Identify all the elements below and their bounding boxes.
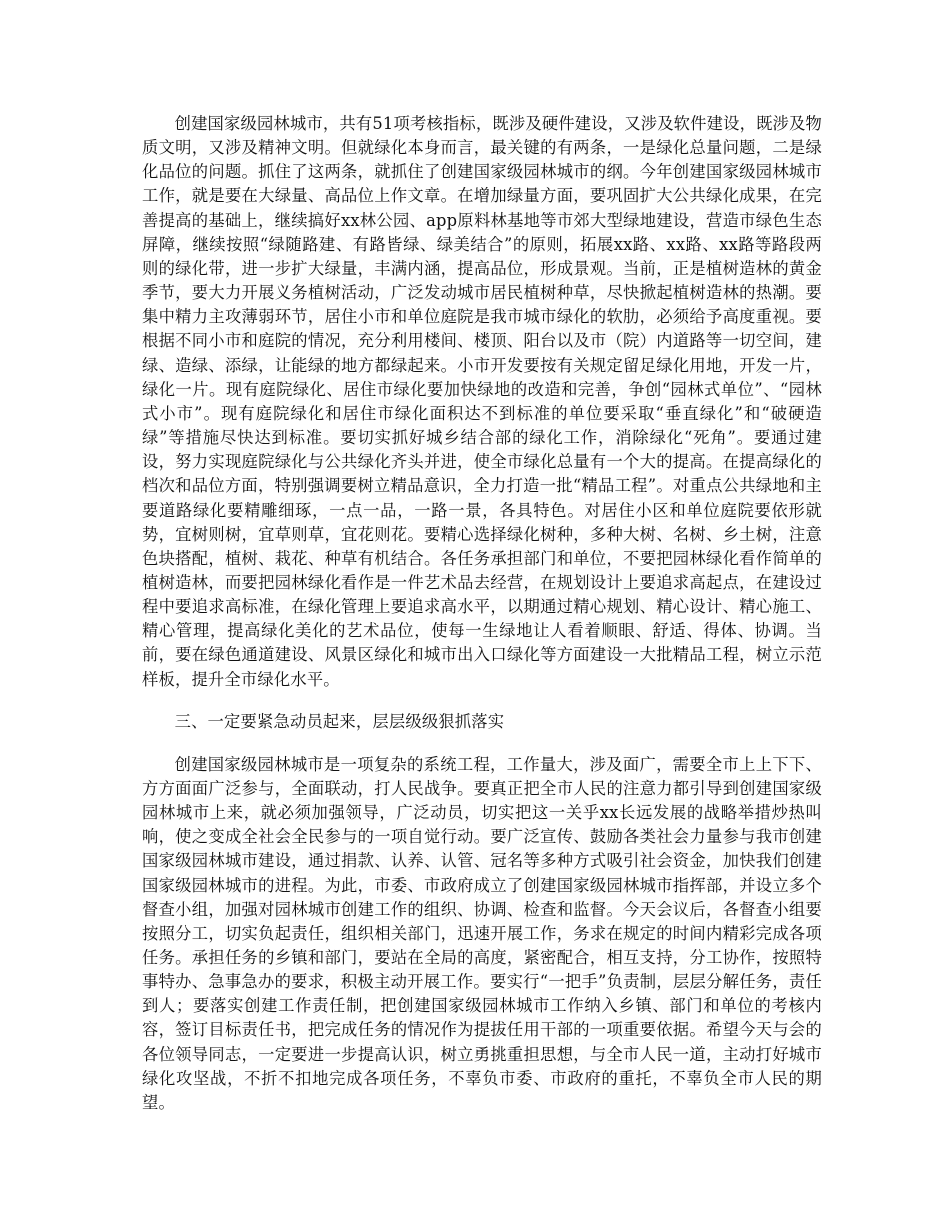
body-paragraph-greening: 创建国家级园林城市，共有51项考核指标，既涉及硬件建设，又涉及软件建设，既涉及物质文明，又涉及精神文明。但就绿化本身而言，最关键的有两条，一是绿化总量问题，二是绿化品位的问题。抓住了这两条，就抓住了创建国家级园林城市的纲。今年创建国家级园林城市工作，就是要在大绿量、高品位上作文章。在增加绿量方面，要巩固扩大公共绿化成果，在完善提高的基础上，继续搞好xx林公园、app原料林基地等市郊大型绿地建设，营造市绿色生态屏障，继续按照“绿随路建、有路皆绿、绿美结合”的原则，拓展xx路、xx路、xx路等路段两则的绿化带，进一步扩大绿量，丰满内涵，提高品位，形成景观。当前，正是植树造林的黄金季节，要大力开展义务植树活动，广泛发动城市居民植树种草，尽快掀起植树造林的热潮。要集中精力主攻薄弱环节，居住小市和单位庭院是我市城市绿化的软肋，必须给予高度重视。要根据不同小市和庭院的情况，充分利用楼间、楼顶、阳台以及市（院）内道路等一切空间，建绿、造绿、添绿，让能绿的地方都绿起来。小市开发要按有关规定留足绿化用地，开发一片，绿化一片。现有庭院绿化、居住市绿化要加快绿地的改造和完善，争创“园林式单位”、“园林式小市”。现有庭院绿化和居住市绿化面积达不到标准的单位要采取“垂直绿化”和“破硬造绿”等措施尽快达到标准。要切实抓好城乡结合部的绿化工作，消除绿化“死角”。要通过建设，努力实现庭院绿化与公共绿化齐头并进，使全市绿化总量有一个大的提高。在提高绿化的档次和品位方面，特别强调要树立精品意识，全力打造一批“精品工程”。对重点公共绿地和主要道路绿化要精雕细琢，一点一品，一路一景，各具特色。对居住小区和单位庭院要依形就势，宜树则树，宜草则草，宜花则花。要精心选择绿化树种，多种大树、名树、乡土树，注意色块搭配，植树、栽花、种草有机结合。各任务承担部门和单位，不要把园林绿化看作简单的植树造林，而要把园林绿化看作是一件艺术品去经营，在规划设计上要追求高起点，在建设过程中要追求高标准，在绿化管理上要追求高水平，以期通过精心规划、精心设计、精心施工、精心管理，提高绿化美化的艺术品位，使每一生绿地让人看着顺眼、舒适、得体、协调。当前，要在绿色通道建设、风景区绿化和城市出入口绿化等方面建设一大批精品工程，树立示范样板，提升全市绿化水平。: [142, 114, 823, 689]
section-heading-3: 三、一定要紧急动员起来，层层级级狠抓落实: [174, 711, 505, 731]
document-page: [142, 112, 822, 1115]
body-paragraph-mobilization: 创建国家级园林城市是一项复杂的系统工程，工作量大，涉及面广，需要全市上上下下、方方面面广泛参与，全面联动，打人民战争。要真正把全市人民的注意力都引导到创建国家级园林城市上来，就必须加强领导，广泛动员，切实把这一关乎xx长远发展的战略举措炒热叫响，使之变成全社会全民参与的一项自觉行动。要广泛宣传、鼓励各类社会力量参与我市创建国家级园林城市建设，通过捐款、认养、认管、冠名等多种方式吸引社会资金，加快我们创建国家级园林城市的进程。为此，市委、市政府成立了创建国家级园林城市指挥部，并设立多个督查小组，加强对园林城市创建工作的组织、协调、检查和监督。今天会议后，各督查小组要按照分工，切实负起责任，组织相关部门，迅速开展工作，务求在规定的时间内精彩完成各项任务。承担任务的乡镇和部门，要站在全局的高度，紧密配合，相互支持，分工协作，按照特事特办、急事急办的要求，积极主动开展工作。要实行“一把手”负责制，层层分解任务，责任到人；要落实创建工作责任制，把创建国家级园林城市工作纳入乡镇、部门和单位的考核内容，签订目标责任书，把完成任务的情况作为提拔任用干部的一项重要依据。希望今天与会的各位领导同志，一定要进一步提高认识，树立勇挑重担思想，与全市人民一道，主动打好城市绿化攻坚战，不折不扣地完成各项任务，不辜负市委、市政府的重托，不辜负全市人民的期望。: [142, 754, 822, 1112]
spacer: [142, 734, 822, 753]
spacer: [142, 692, 822, 710]
